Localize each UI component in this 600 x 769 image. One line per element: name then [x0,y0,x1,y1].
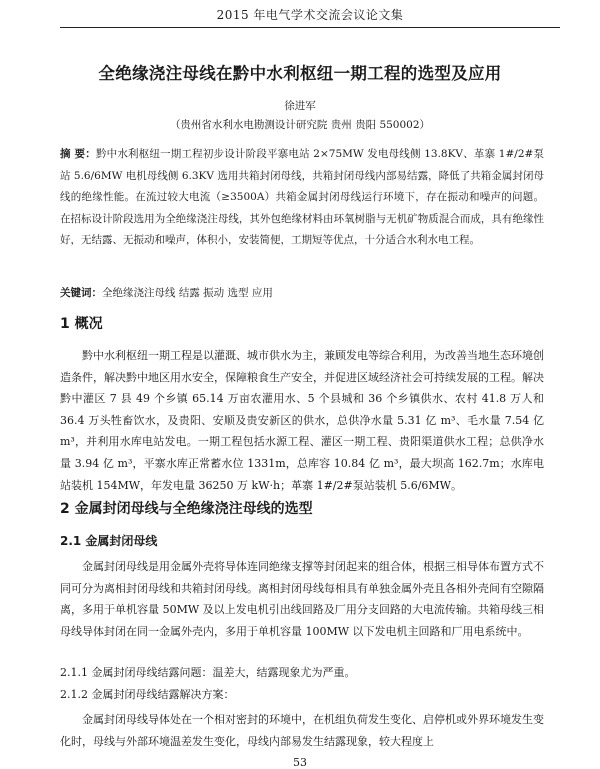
page-number: 53 [293,756,307,769]
section-2-1-2-paragraph: 金属封闭母线导体处在一个相对密封的环境中，在机组负荷发生变化、启停机或外界环境发生变化时，母线与外部环境温差发生变化，母线内部易发生结露现象，较大程度上 [60,713,544,748]
section-1-paragraph: 黔中水利枢纽一期工程是以灌溉、城市供水为主，兼顾发电等综合利用，为改善当地生态环境创造条件，解决黔中地区用水安全，保障粮食生产安全，并促进区域经济社会可持续发展的工程。解决黔中灌区 7 县 49 个乡镇 65.14 万亩农灌用水、5 个县城和 36 个乡镇供水、农村 41.8 万人和 36.4 万头牲畜饮水，及贵阳、安顺及贵安新区的供水，总供净水量 5.31 亿 m³、毛水量 7.54 亿 m³，并利用水库电站发电。一期工程包括水源工程、灌区一期工程、贵阳渠道供水工程；总供净水量 3.94 亿 m³，平寨水库正常蓄水位 1331m，总库容 10.84 亿 m³，最大坝高 162.7m；水库电站装机 154MW，年发电量 36250 万 kW·h；革寨 1#/2#泵站装机 5.6/6MW。 [60,349,544,492]
author: 徐进军 [284,100,316,112]
abstract-text: 黔中水利枢纽一期工程初步设计阶段平寨电站 2×75MW 发电母线侧 13.8KV、革寨 1#/2#泵站 5.6/6MW 电机母线侧 6.3KV 选用共箱封闭母线，共箱封闭母线内部易结露，降低了共箱金属封闭母线的绝缘性能。在流过较大电流（≥3500A）共箱金属封闭母线运行环境下，存在振动和噪声的问题。在招标设计阶段选用为全绝缘浇注母线，其外包绝缘材料由环氧树脂与无机矿物质混合而成，具有绝缘性好，无结露、无振动和噪声，体积小，安装简便，工期短等优点，十分适合水利水电工程。 [60,148,544,246]
abstract [60,144,544,252]
affiliation: （贵州省水利水电勘测设计研究院 贵州 贵阳 550002） [169,119,431,131]
keywords-label: 关键词： [60,287,102,299]
section-2-heading: 2 金属封闭母线与全绝缘浇注母线的选型 [60,501,313,517]
section-2-1-paragraph: 金属封闭母线是用金属外壳将导体连同绝缘支撑等封闭起来的组合体，根据三相导体布置方式不同可分为离相封闭母线和共箱封闭母线。离相封闭母线每相具有单独金属外壳且各相外壳间有空隙隔离，多用于单机容量 50MW 及以上发电机引出线回路及厂用分支回路的大电流传输。共箱母线三相母线导体封闭在同一金属外壳内，多用于单机容量 100MW 以下发电机主回路和厂用电系统中。 [60,560,544,638]
section-2-1-2-heading: 2.1.2 金属封闭母线结露解决方案： [60,688,235,701]
running-header: 2015 年电气学术交流会议论文集 [60,6,560,28]
keywords [60,285,544,300]
abstract-label: 摘 要： [60,148,96,160]
section-2-1-heading: 2.1 金属封闭母线 [60,534,158,548]
paper-title: 全绝缘浇注母线在黔中水利枢纽一期工程的选型及应用 [98,64,502,83]
section-2-1-1-heading: 2.1.1 金属封闭母线结露问题：温差大，结露现象尤为严重。 [60,666,356,679]
section-1-heading: 1 概况 [60,316,103,332]
keywords-text: 全绝缘浇注母线 结露 振动 选型 应用 [102,287,273,299]
